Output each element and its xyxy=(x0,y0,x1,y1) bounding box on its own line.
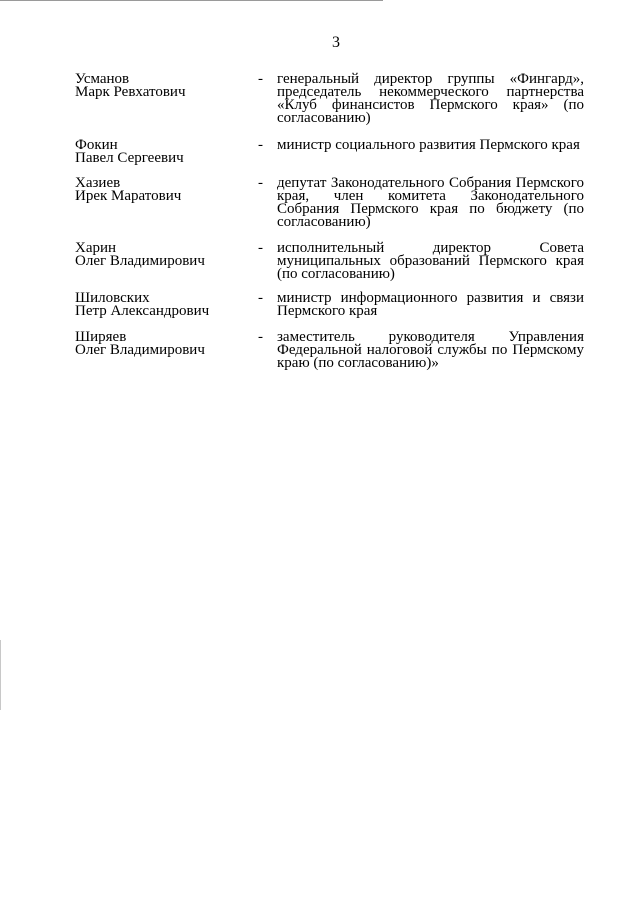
member-dash: - xyxy=(258,71,263,87)
member-dash: - xyxy=(258,329,263,345)
member-given-names: Олег Владимирович xyxy=(75,342,205,358)
member-role: генеральный директор группы «Фингард», председатель некоммерческого партнерства «Клуб финансистов Пермского края» (по согласованию) xyxy=(277,71,584,126)
member-name xyxy=(75,331,250,357)
member-name xyxy=(75,177,250,203)
member-role: исполнительный директор Совета муниципальных образований Пермского края (по согласованию) xyxy=(277,240,584,282)
member-given-names: Ирек Маратович xyxy=(75,188,182,204)
member-name xyxy=(75,73,250,99)
scan-edge-left xyxy=(0,640,1,710)
member-given-names: Марк Ревхатович xyxy=(75,84,186,100)
member-surname: Усманов xyxy=(75,71,130,87)
member-name xyxy=(75,139,250,165)
member-given-names: Олег Владимирович xyxy=(75,253,205,269)
member-dash: - xyxy=(258,137,263,153)
page-number: 3 xyxy=(332,34,340,51)
member-role: депутат Законодательного Собрания Пермского края, член комитета Законодательного Собрания Пермского края по бюджету (по согласованию) xyxy=(277,175,584,230)
member-name xyxy=(75,292,250,318)
scan-edge-top xyxy=(0,0,383,1)
member-surname: Шиловских xyxy=(75,290,150,306)
member-name xyxy=(75,242,250,268)
member-role: министр социального развития Пермского края xyxy=(277,137,580,153)
member-dash: - xyxy=(258,290,263,306)
member-surname: Хазиев xyxy=(75,175,121,191)
member-surname: Ширяев xyxy=(75,329,127,345)
member-dash: - xyxy=(258,175,263,191)
member-role: министр информационного развития и связи Пермского края xyxy=(277,290,584,319)
member-surname: Фокин xyxy=(75,137,118,153)
member-surname: Харин xyxy=(75,240,117,256)
member-given-names: Павел Сергеевич xyxy=(75,150,184,166)
member-role: заместитель руководителя Управления Федеральной налоговой службы по Пермскому краю (по согласованию)» xyxy=(277,329,584,371)
member-given-names: Петр Александрович xyxy=(75,303,210,319)
member-dash: - xyxy=(258,240,263,256)
